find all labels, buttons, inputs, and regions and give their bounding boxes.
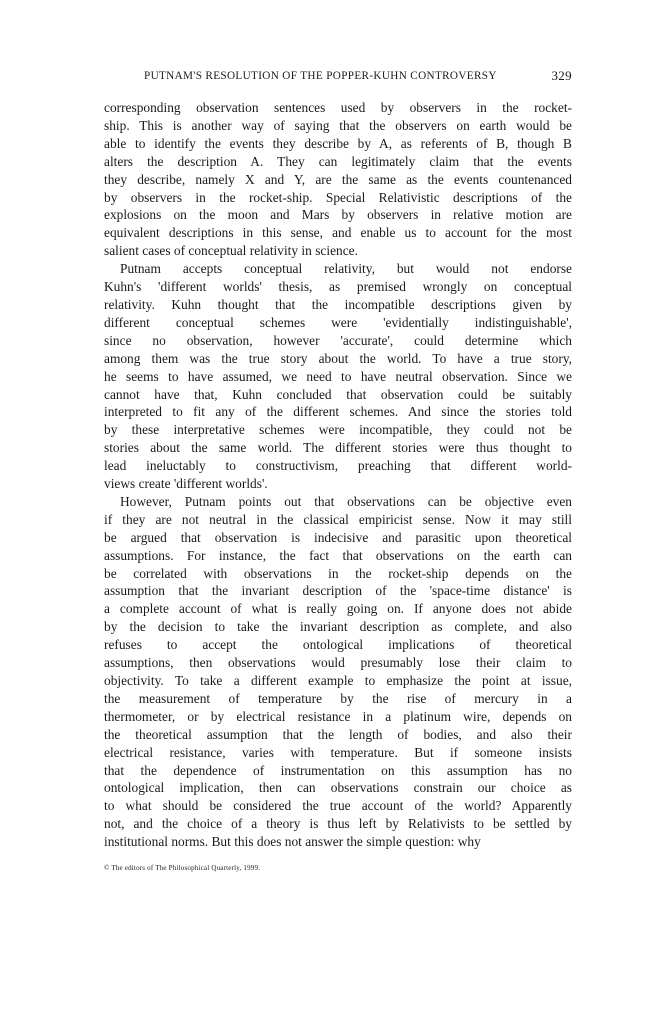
text-line: stories about the same world. The different stories were thus thought to — [104, 440, 572, 456]
text-line: refuses to accept the ontological implications of theoretical — [104, 637, 572, 653]
text-line: ontological implication, then can observations constrain our choice as — [104, 780, 572, 796]
text-line: be argued that observation is indecisive and parasitic upon theoretical — [104, 529, 572, 545]
page-number: 329 — [551, 68, 572, 83]
text-line: salient cases of conceptual relativity in science. — [104, 243, 358, 259]
text-line: if they are not neutral in the classical empiricist sense. Now it may still — [104, 511, 572, 527]
text-line: Putnam accepts conceptual relativity, but would not endorse — [120, 261, 572, 277]
text-line: the theoretical assumption that the length of bodies, and also their — [104, 726, 572, 742]
text-line: they describe, namely X and Y, are the same as the events countenanced — [104, 171, 572, 187]
text-line: the measurement of temperature by the rise of mercury in a — [104, 690, 572, 706]
paragraph — [104, 493, 572, 851]
text-line: since no observation, however 'accurate', could determine which — [104, 332, 572, 348]
copyright-footer: © The editors of The Philosophical Quarterly, 1999. — [104, 864, 261, 872]
text-line: cannot have that, Kuhn concluded that observation could be suitably — [104, 386, 572, 402]
paragraph — [104, 99, 572, 260]
text-line: a complete account of what is really going on. If anyone does not abide — [104, 601, 572, 617]
text-line: by observers in the rocket-ship. Special Relativistic descriptions of the — [104, 189, 572, 205]
text-line: he seems to have assumed, we need to have neutral observation. Since we — [104, 368, 572, 384]
text-line: thermometer, or by electrical resistance in a platinum wire, depends on — [104, 708, 572, 724]
text-line: objectivity. To take a different example to emphasize the point at issue, — [104, 673, 572, 688]
text-line: assumptions, then observations would presumably lose their claim to — [104, 655, 572, 671]
body-text — [104, 99, 572, 851]
text-line: among them was the true story about the world. To have a true story, — [104, 350, 572, 366]
running-title: PUTNAM'S RESOLUTION OF THE POPPER-KUHN CONTROVERSY — [144, 70, 497, 82]
text-line: institutional norms. But this does not answer the simple question: why — [104, 834, 481, 850]
text-line: interpreted to fit any of the different schemes. And since the stories told — [104, 404, 572, 420]
text-line: relativity. Kuhn thought that the incompatible descriptions given by — [104, 296, 572, 312]
text-line: electrical resistance, varies with temperature. But if someone insists — [104, 744, 572, 760]
text-line: corresponding observation sentences used by observers in the rocket- — [104, 100, 572, 115]
text-line: lead ineluctably to constructivism, preaching that different world- — [104, 458, 572, 474]
text-line: not, and the choice of a theory is thus left by Relativists to be settled by — [104, 816, 572, 832]
paragraph — [104, 260, 572, 493]
text-line: by these interpretative schemes were incompatible, they could not be — [104, 422, 572, 438]
text-line: be correlated with observations in the rocket-ship depends on the — [104, 565, 572, 581]
text-line: different conceptual schemes were 'evidentially indistinguishable', — [104, 314, 572, 330]
text-line: views create 'different worlds'. — [104, 476, 268, 492]
text-line: able to identify the events they describe by A, as referents of B, though B — [104, 135, 572, 151]
text-line: to what should be considered the true account of the world? Apparently — [104, 798, 572, 814]
text-line: that the dependence of instrumentation on this assumption has no — [104, 762, 572, 778]
text-line: ship. This is another way of saying that the observers on earth would be — [104, 117, 572, 133]
text-line: However, Putnam points out that observations can be objective even — [120, 493, 572, 509]
text-line: explosions on the moon and Mars by observers in relative motion are — [104, 207, 572, 223]
text-line: Kuhn's 'different worlds' thesis, as premised wrongly on conceptual — [104, 279, 572, 295]
text-line: alters the description A. They can legitimately claim that the events — [104, 153, 572, 169]
text-line: assumptions. For instance, the fact that observations on the earth can — [104, 547, 572, 563]
running-header — [104, 68, 572, 86]
text-line: equivalent descriptions in this sense, and enable us to account for the most — [104, 225, 572, 241]
text-line: assumption that the invariant description of the 'space-time distance' is — [104, 583, 572, 599]
text-line: by the decision to take the invariant description as complete, and also — [104, 619, 572, 635]
